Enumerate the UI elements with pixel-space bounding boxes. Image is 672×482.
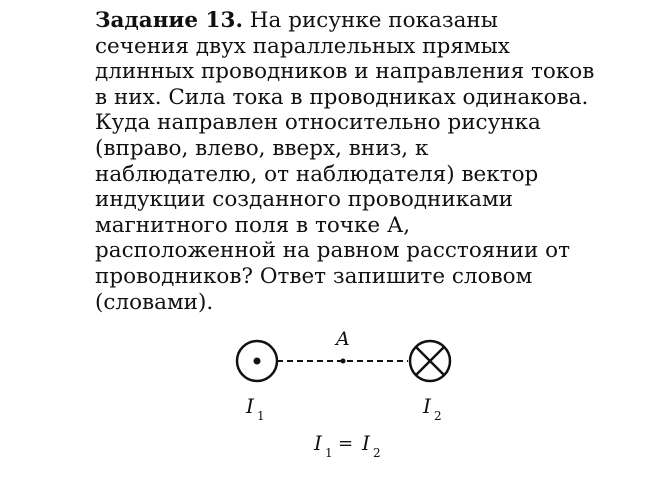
eq-right-subscript: 2	[373, 446, 381, 460]
conductor-2	[410, 341, 450, 381]
point-a-label: A	[336, 328, 350, 350]
point-a-marker	[341, 359, 346, 364]
equation	[313, 431, 381, 460]
conductor-1	[237, 341, 277, 381]
conductors-figure	[200, 315, 500, 475]
i1-symbol: I	[246, 394, 254, 418]
i1-subscript: 1	[257, 409, 265, 423]
eq-left-symbol: I	[314, 431, 322, 455]
eq-operator: =	[338, 433, 354, 454]
task-label: Задание 13.	[95, 8, 243, 33]
figure-svg	[200, 315, 500, 475]
dot-icon	[254, 358, 261, 365]
eq-left-subscript: 1	[325, 446, 333, 460]
task-text: На рисунке показаны сечения двух параллельных прямых длинных проводников и направления токов в них. Сила тока в проводниках одинакова. Куда направлен относительно рисунка (вправо, влево, вверх, вниз, к наблюдателю, от наблюдателя) вектор индукции созданного проводниками магнитного поля в точке А, расположенной на равном расстоянии от проводников? Ответ запишите словом (словами).	[95, 8, 595, 315]
problem-statement	[95, 8, 595, 315]
i2-symbol: I	[423, 394, 431, 418]
i2-subscript: 2	[434, 409, 442, 423]
eq-right-symbol: I	[362, 431, 370, 455]
